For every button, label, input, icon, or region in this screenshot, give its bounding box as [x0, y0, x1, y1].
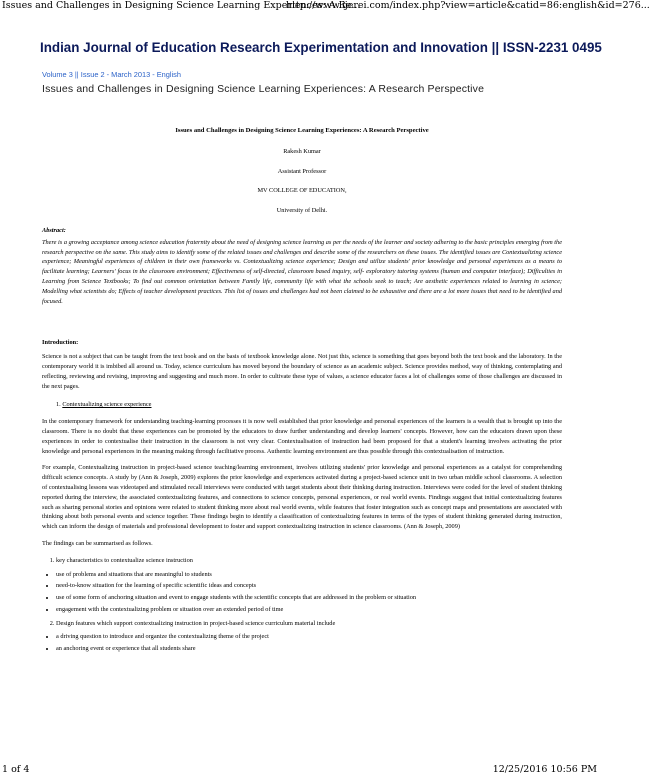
author-university: University of Delhi. — [276, 207, 328, 215]
introduction-heading: Introduction: — [42, 339, 79, 347]
findings-list-2 — [42, 619, 562, 629]
list-item: • need-to-know situation for the learning of specific scientific ideas and concepts — [56, 581, 562, 591]
abstract-heading: Abstract: — [42, 226, 66, 234]
print-page-url[interactable]: http://www.ijerei.com/index.php?view=article&catid=86:english&id=276... — [286, 0, 650, 11]
section-1-heading — [56, 400, 562, 410]
characteristics-list — [42, 570, 562, 615]
section-1-number: 1. — [56, 401, 61, 409]
browser-print-footer — [0, 764, 600, 776]
list-item: • use of some form of anchoring situation and event to engage students with the scientific concepts that are addressed in the problem or situation — [56, 593, 562, 603]
introduction-text: Science is not a subject that can be taught from the text book and on the basis of textbook knowledge alone. Not just this, science is something that goes beyond both the text book and the laboratory. In the contemporary world it is imbibed all around us. Today, science curriculum has moved beyond the boundary of science as an academic subject. Science provides method, way of thinking, contemplating and reflecting, reviewing and revising, improving and suggesting and much more. In order to cultivate these type of values, a science educator faces a lot of challenges some of those challenges are discussed in the next pages. — [42, 353, 562, 390]
list-item: • an anchoring event or experience that all students share — [56, 644, 562, 654]
list-item: • engagement with the contextualizing problem or situation over an extended period of time — [56, 605, 562, 615]
page-title: Issues and Challenges in Designing Science Learning Experiences: A Research Perspective — [42, 83, 485, 95]
article-body — [42, 120, 562, 658]
article-title: Issues and Challenges in Designing Science Learning Experiences: A Research Perspective — [175, 127, 429, 134]
journal-banner: Indian Journal of Education Research Experimentation and Innovation || ISSN-2231 0495 — [40, 40, 602, 55]
page-number: 1 of 4 — [2, 764, 30, 775]
section-1-paragraph-2: For example, Contextualizing instruction in project-based science teaching/learning environment, involves utilizing students' prior knowledge and personal experiences as a catalyst for comprehending difficult science concepts. A study by (Ann & Joseph, 2009) explores the prior knowledge and experiences activated during a project-based science unit in two urban middle school classrooms. A selection of contextualising lessons was videotaped and stimulated recall interviews were conducted with target students about their thinking during instruction. Interviews were coded for the level of student thinking reported during the interview, the associated contextualizing features, and connections to science concepts, personal experiences, or real world events. Findings suggest that initial contextualizing features such as sharing personal stories and opinions were related to student thinking more about real world events, while features that foster integration such as concept maps and presentations are associated with thinking about both personal events and science together. These findings begin to identify a classification of contextualizing features in terms of the types of student thinking generated during instruction, which can inform the design of materials and professional development to foster and support contextualizing instruction in science classrooms. (Ann & Joseph, 2009) — [42, 464, 562, 531]
author-position: Assistant Professor — [277, 167, 327, 175]
author-name: Rakesh Kumar — [283, 147, 321, 155]
section-1-title: Contextualizing science experience — [62, 401, 152, 409]
volume-link[interactable]: Volume 3 || Issue 2 - March 2013 - English — [42, 70, 181, 79]
list-heading: 2. Design features which support contextualizing instruction in project-based science curriculum material include — [56, 619, 562, 629]
print-page-title: Issues and Challenges in Designing Science Learning Experiences: A Re... — [2, 0, 361, 11]
author-college: MV COLLEGE OF EDUCATION, — [257, 187, 347, 195]
design-features-list — [42, 632, 562, 654]
abstract-text: There is a growing acceptance among science education fraternity about the need of designing science learning as per the needs of the learner and society adhering to the basic principles emerging from the research perspective on the same. This study aims to identify some of the related issues and challenges and describe some of the researchers on these issues. The identified issues are Contextualizing science experience; Meaningful experiences of children in their own frameworks vs. Contextualizing science experience; Design and utilize students' prior knowledge and personal experiences as a means to facilitate learning; Learners' focus in the classroom environment; Effectiveness of self-directed, classroom based inquiry, self- exploratory tutoring systems (human and computer interface); Difficulties in Learning from Science Textbooks; To find out common orientation between Family life, community life with what the schools seek to teach; Are aesthetic experiences related to learning in science; Modelling what scientists do; Effects of teacher development practices. This list of issues and challenges had not been claimed to be exhaustive and there are a lot more issues that need to be identified and focused. — [42, 238, 562, 305]
findings-list-1 — [42, 556, 562, 566]
list-heading: 1. key characteristics to contextualize science instruction — [56, 556, 562, 566]
browser-print-header — [0, 0, 650, 12]
section-1-paragraph-1: In the contemporary framework for understanding teaching-learning processes it is now well established that prior knowledge and personal experiences of the learners is a wealth that is brought up into the classroom. There is no doubt that these experiences can be promoted by the educators to draw further understanding and develop learners' concepts. However, how can the educators drawn upon these experiences in order to contextualise their instruction in the classroom is not very clear. Contextualisation of instruction had been proposed for that a student's learning involves activating the prior knowledge and personal experiences in the meaning making through facilitative process. Authentic learning environment are thus possible through this contextualisation of instruction. — [42, 418, 562, 455]
list-item: • a driving question to introduce and organize the contextualizing theme of the project — [56, 632, 562, 642]
findings-summary: The findings can be summarised as follows. — [42, 539, 153, 547]
list-item: • use of problems and situations that are meaningful to students — [56, 570, 562, 580]
print-datetime: 12/25/2016 10:56 PM — [492, 764, 597, 775]
